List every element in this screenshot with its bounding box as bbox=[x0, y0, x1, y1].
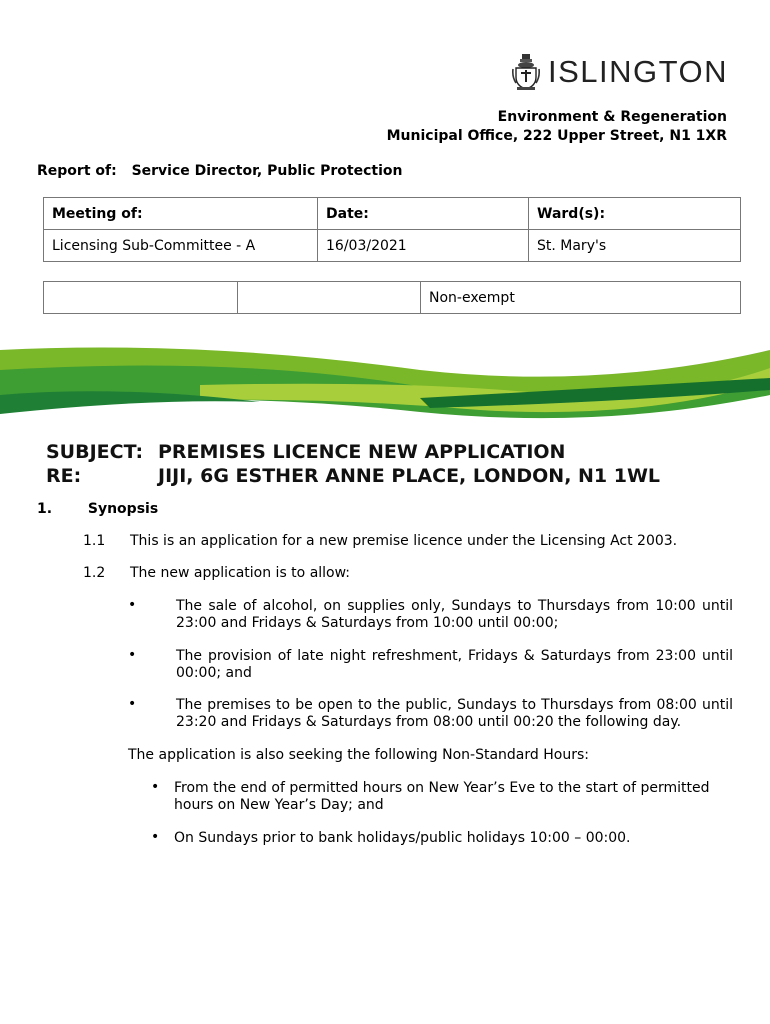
meeting-of-value: Licensing Sub-Committee - A bbox=[44, 230, 318, 262]
list-item-text: From the end of permitted hours on New Year’s Eve to the start of permitted hours on New Year’s Day; and bbox=[174, 780, 710, 813]
section-title: Synopsis bbox=[87, 501, 159, 517]
meeting-table bbox=[43, 197, 741, 262]
bullet-icon: • bbox=[128, 696, 137, 712]
non-standard-intro: The application is also seeking the following Non-Standard Hours: bbox=[128, 747, 589, 763]
list-item-text: The provision of late night refreshment, Fridays & Saturdays from 23:00 until 00:00; and bbox=[176, 648, 733, 681]
wards-value: St. Mary's bbox=[529, 230, 741, 262]
paragraph-text: The new application is to allow: bbox=[130, 565, 351, 581]
meeting-of-header: Meeting of: bbox=[44, 198, 318, 230]
subject-label: SUBJECT: bbox=[46, 441, 144, 463]
report-of-label: Report of: bbox=[37, 163, 117, 179]
office-address: Municipal Office, 222 Upper Street, N1 1XR bbox=[386, 128, 727, 144]
bullet-icon: • bbox=[128, 597, 137, 613]
list-item-text: The sale of alcohol, on supplies only, Sundays to Thursdays from 10:00 until 23:00 and Fridays & Saturdays from 10:00 until 00:00; bbox=[176, 598, 733, 631]
subject-block bbox=[46, 440, 660, 488]
section-number: 1. bbox=[37, 501, 53, 517]
department-name: Environment & Regeneration bbox=[497, 109, 727, 125]
section-heading bbox=[37, 501, 158, 517]
date-header: Date: bbox=[318, 198, 529, 230]
green-wave-banner bbox=[0, 340, 770, 425]
wards-header: Ward(s): bbox=[529, 198, 741, 230]
paragraph-text: This is an application for a new premise licence under the Licensing Act 2003. bbox=[130, 533, 678, 549]
list-item-text: On Sundays prior to bank holidays/public holidays 10:00 – 00:00. bbox=[174, 830, 631, 846]
date-value: 16/03/2021 bbox=[318, 230, 529, 262]
paragraph-number: 1.1 bbox=[83, 533, 106, 549]
exempt-cell-1 bbox=[44, 282, 238, 314]
report-of bbox=[37, 163, 403, 179]
islington-logo bbox=[512, 52, 728, 92]
subject-value: PREMISES LICENCE NEW APPLICATION bbox=[158, 441, 566, 463]
list-item-text: The premises to be open to the public, Sundays to Thursdays from 08:00 until 23:20 and Fridays & Saturdays from 08:00 until 00:20 the following day. bbox=[176, 697, 733, 730]
logo-wordmark: ISLINGTON bbox=[548, 54, 729, 89]
exempt-status: Non-exempt bbox=[421, 282, 741, 314]
re-label: RE: bbox=[46, 465, 82, 487]
bullet-icon: • bbox=[128, 647, 137, 663]
paragraph-number: 1.2 bbox=[83, 565, 106, 581]
bullet-icon: • bbox=[151, 829, 160, 845]
bullet-icon: • bbox=[151, 779, 160, 795]
re-value: JIJI, 6G ESTHER ANNE PLACE, LONDON, N1 1WL bbox=[158, 465, 661, 487]
exempt-cell-2 bbox=[238, 282, 421, 314]
exempt-table bbox=[43, 281, 741, 314]
coat-of-arms-icon bbox=[512, 53, 540, 91]
report-of-value: Service Director, Public Protection bbox=[131, 163, 403, 179]
